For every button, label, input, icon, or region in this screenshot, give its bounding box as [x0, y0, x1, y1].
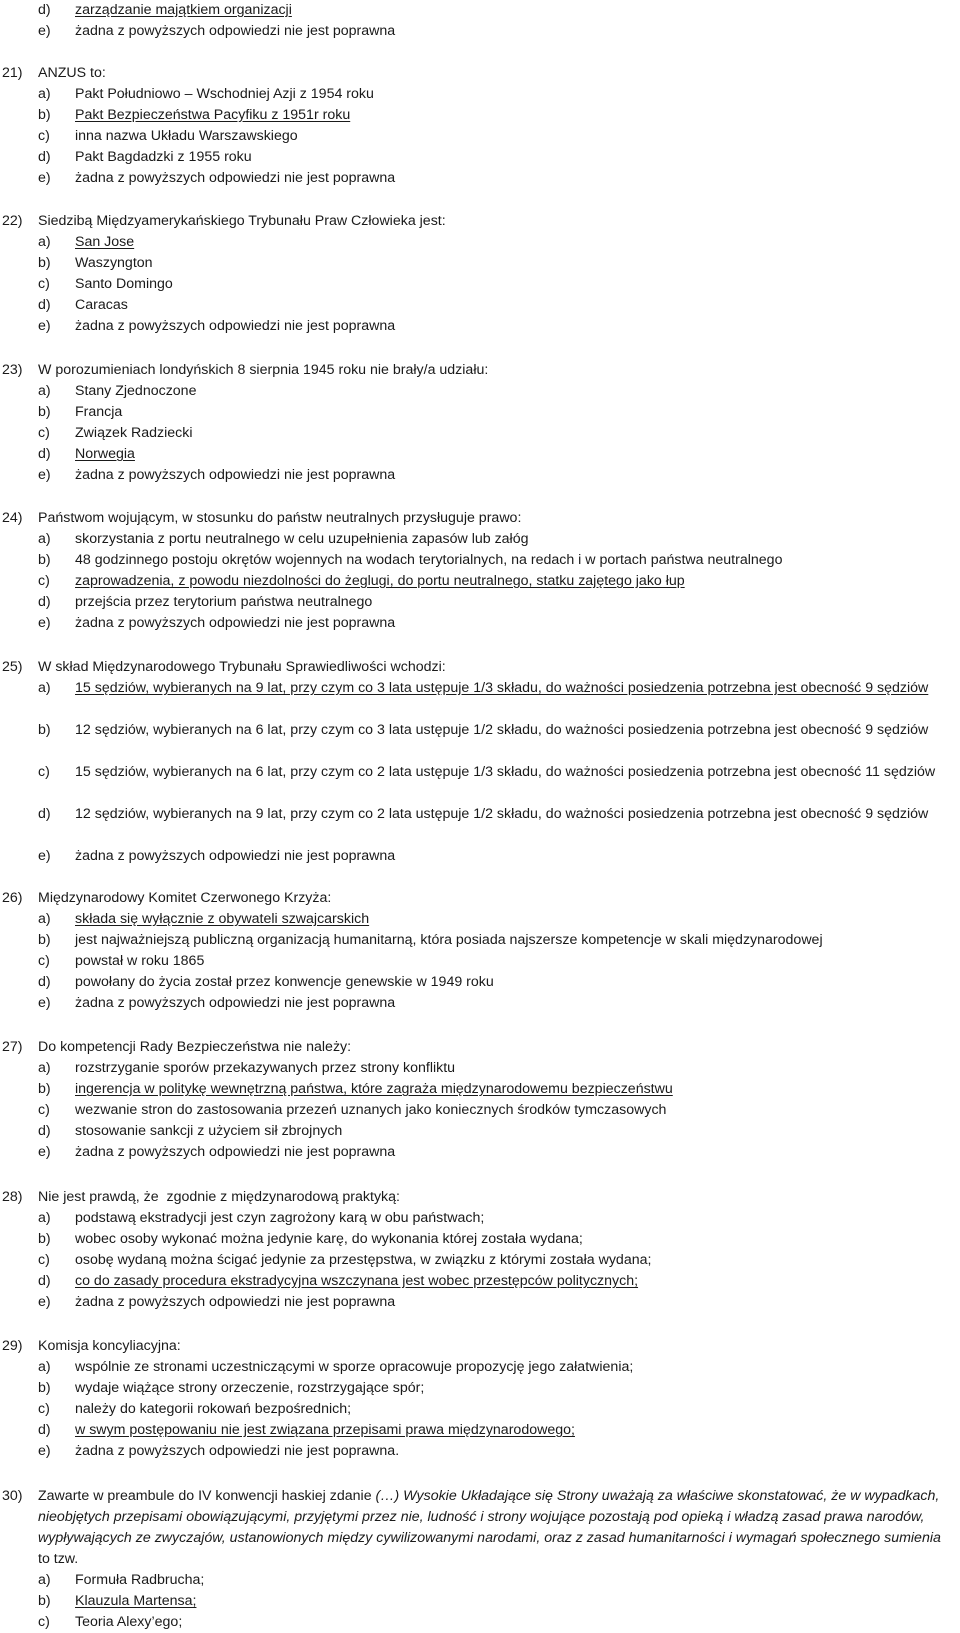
- option-text: Caracas: [75, 297, 128, 313]
- option-letter: c): [38, 1401, 50, 1417]
- question-number: 24): [2, 510, 23, 526]
- question-text: W porozumieniach londyńskich 8 sierpnia 1945 roku nie brały/a udziału:: [38, 362, 489, 378]
- option-letter: d): [38, 2, 51, 18]
- option-text: wezwanie stron do zastosowania przezeń uznanych jako koniecznych środków tymczasowych: [75, 1102, 667, 1118]
- option-letter: c): [38, 425, 50, 441]
- option-text: rozstrzyganie sporów przekazywanych przez strony konfliktu: [75, 1060, 456, 1076]
- option-text: należy do kategorii rokowań bezpośrednich;: [75, 1401, 352, 1417]
- option-text: Santo Domingo: [75, 276, 173, 292]
- option-text: wspólnie ze stronami uczestniczącymi w sporze opracowuje propozycję jego załatwienia;: [75, 1359, 634, 1375]
- option-text: Formuła Radbrucha;: [75, 1572, 205, 1588]
- option-text: powstał w roku 1865: [75, 953, 205, 969]
- question-number: 29): [2, 1338, 23, 1354]
- option-text: żadna z powyższych odpowiedzi nie jest poprawna.: [75, 1443, 400, 1459]
- option-letter: e): [38, 848, 51, 864]
- option-letter: a): [38, 531, 51, 547]
- question-text: Międzynarodowy Komitet Czerwonego Krzyża:: [38, 890, 332, 906]
- option-letter: a): [38, 86, 51, 102]
- option-letter: c): [38, 276, 50, 292]
- option-text: wydaje wiążące strony orzeczenie, rozstrzygające spór;: [75, 1380, 425, 1396]
- option-text: Stany Zjednoczone: [75, 383, 197, 399]
- option-letter: a): [38, 1060, 51, 1076]
- option-text: żadna z powyższych odpowiedzi nie jest poprawna: [75, 467, 396, 483]
- question-text: Siedzibą Międzyamerykańskiego Trybunału Praw Człowieka jest:: [38, 213, 446, 229]
- option-text: co do zasady procedura ekstradycyjna wszczynana jest wobec przestępców politycznych;: [75, 1273, 639, 1289]
- option-text: żadna z powyższych odpowiedzi nie jest poprawna: [75, 848, 396, 864]
- option-text: wobec osoby wykonać można jedynie karę, do wykonania której została wydana;: [75, 1231, 583, 1247]
- option-letter: b): [38, 107, 51, 123]
- question-number: 27): [2, 1039, 23, 1055]
- option-text: składa się wyłącznie z obywateli szwajcarskich: [75, 911, 370, 927]
- option-text: żadna z powyższych odpowiedzi nie jest poprawna: [75, 170, 396, 186]
- option-text: 15 sędziów, wybieranych na 9 lat, przy czym co 3 lata ustępuje 1/3 składu, do ważności posiedzenia potrzebna jest obecność 9 sędziów: [75, 680, 929, 696]
- question-text: W skład Międzynarodowego Trybunału Sprawiedliwości wchodzi:: [38, 659, 446, 675]
- option-text: w swym postępowaniu nie jest związana przepisami prawa międzynarodowego;: [75, 1422, 575, 1438]
- question-text: Komisja koncyliacyjna:: [38, 1338, 181, 1354]
- option-text: osobę wydaną można ścigać jedynie za przestępstwa, w związku z którymi została wydana;: [75, 1252, 652, 1268]
- option-text: Teoria Alexy’ego;: [75, 1614, 183, 1630]
- option-letter: b): [38, 1593, 51, 1609]
- question-text: [38, 1486, 948, 1570]
- option-letter: c): [38, 764, 50, 780]
- option-letter: b): [38, 932, 51, 948]
- option-text: San Jose: [75, 234, 135, 250]
- option-text: żadna z powyższych odpowiedzi nie jest poprawna: [75, 995, 396, 1011]
- option-text: powołany do życia został przez konwencje genewskie w 1949 roku: [75, 974, 494, 990]
- option-text: stosowanie sankcji z użyciem sił zbrojnych: [75, 1123, 343, 1139]
- option-letter: a): [38, 1359, 51, 1375]
- option-letter: a): [38, 234, 51, 250]
- option-text: przejścia przez terytorium państwa neutralnego: [75, 594, 373, 610]
- option-text: Związek Radziecki: [75, 425, 193, 441]
- option-text: Francja: [75, 404, 123, 420]
- question-number: 23): [2, 362, 23, 378]
- option-letter: d): [38, 297, 51, 313]
- option-letter: b): [38, 1231, 51, 1247]
- option-letter: c): [38, 1102, 50, 1118]
- option-text: jest najważniejszą publiczną organizacją humanitarną, która posiada najszersze kompetencje w skali międzynarodowej: [75, 932, 823, 948]
- option-text: podstawą ekstradycji jest czyn zagrożony karą w obu państwach;: [75, 1210, 485, 1226]
- option-text: żadna z powyższych odpowiedzi nie jest poprawna: [75, 1294, 396, 1310]
- option-text: żadna z powyższych odpowiedzi nie jest poprawna: [75, 23, 396, 39]
- option-letter: d): [38, 806, 51, 822]
- question-text-tail: to tzw.: [38, 1530, 945, 1567]
- option-text: żadna z powyższych odpowiedzi nie jest poprawna: [75, 1144, 396, 1160]
- option-text: Pakt Południowo – Wschodniej Azji z 1954 roku: [75, 86, 374, 102]
- option-letter: e): [38, 170, 51, 186]
- option-letter: a): [38, 1572, 51, 1588]
- option-text: Klauzula Martensa;: [75, 1593, 197, 1609]
- option-letter: e): [38, 615, 51, 631]
- option-text: Norwegia: [75, 446, 135, 462]
- option-text: ingerencja w politykę wewnętrzną państwa, które zagraża międzynarodowemu bezpieczeństwu: [75, 1081, 673, 1097]
- option-letter: b): [38, 404, 51, 420]
- option-letter: e): [38, 995, 51, 1011]
- option-letter: d): [38, 1273, 51, 1289]
- option-text: Pakt Bezpieczeństwa Pacyfiku z 1951r roku: [75, 107, 351, 123]
- question-text: Nie jest prawdą, że zgodnie z międzynarodową praktyką:: [38, 1189, 400, 1205]
- option-letter: b): [38, 552, 51, 568]
- option-letter: d): [38, 594, 51, 610]
- option-letter: e): [38, 1443, 51, 1459]
- option-text: żadna z powyższych odpowiedzi nie jest poprawna: [75, 615, 396, 631]
- option-letter: e): [38, 23, 51, 39]
- option-text: żadna z powyższych odpowiedzi nie jest poprawna: [75, 318, 396, 334]
- option-text: Waszyngton: [75, 255, 153, 271]
- option-letter: c): [38, 1614, 50, 1630]
- option-letter: b): [38, 722, 51, 738]
- question-number: 21): [2, 65, 23, 81]
- option-letter: c): [38, 128, 50, 144]
- option-letter: a): [38, 1210, 51, 1226]
- question-text: ANZUS to:: [38, 65, 106, 81]
- option-letter: b): [38, 1081, 51, 1097]
- option-letter: c): [38, 573, 50, 589]
- question-number: 25): [2, 659, 23, 675]
- option-letter: c): [38, 1252, 50, 1268]
- option-text: Pakt Bagdadzki z 1955 roku: [75, 149, 252, 165]
- option-text: 48 godzinnego postoju okrętów wojennych na wodach terytorialnych, na redach i w portach państwa neutralnego: [75, 552, 783, 568]
- quoted-preamble: (…) Wysokie Układające się Strony uważają za właściwe skonstatować, że w wypadkach, nieobjętych przepisami obowiązującymi, przyjętymi przez nie, ludność i strony wojujące pozostają pod opieką i władzą zasad prawa narodów, wypływających ze zwyczajów, ustanowionych między cywilizowanymi narodami, oraz z zasad humanitarności i wymagań społecznego sumienia: [38, 1488, 941, 1546]
- option-text: 12 sędziów, wybieranych na 9 lat, przy czym co 2 lata ustępuje 1/2 składu, do ważności posiedzenia potrzebna jest obecność 9 sędziów: [75, 806, 929, 822]
- question-number: 26): [2, 890, 23, 906]
- option-letter: d): [38, 149, 51, 165]
- question-number: 28): [2, 1189, 23, 1205]
- question-text: Do kompetencji Rady Bezpieczeństwa nie należy:: [38, 1039, 352, 1055]
- option-letter: b): [38, 1380, 51, 1396]
- question-text-lead: Zawarte w preambule do IV konwencji haskiej zdanie: [38, 1488, 376, 1504]
- option-letter: a): [38, 911, 51, 927]
- option-letter: c): [38, 953, 50, 969]
- question-number: 22): [2, 213, 23, 229]
- option-letter: d): [38, 1123, 51, 1139]
- option-letter: a): [38, 680, 51, 696]
- question-text: Państwom wojującym, w stosunku do państw neutralnych przysługuje prawo:: [38, 510, 522, 526]
- question-number: 30): [2, 1488, 23, 1504]
- option-letter: d): [38, 1422, 51, 1438]
- option-text: inna nazwa Układu Warszawskiego: [75, 128, 298, 144]
- option-letter: e): [38, 1294, 51, 1310]
- option-letter: b): [38, 255, 51, 271]
- option-letter: d): [38, 446, 51, 462]
- option-letter: a): [38, 383, 51, 399]
- option-letter: d): [38, 974, 51, 990]
- option-text: 15 sędziów, wybieranych na 6 lat, przy czym co 2 lata ustępuje 1/3 składu, do ważności posiedzenia potrzebna jest obecność 11 sędziów: [75, 764, 936, 780]
- option-text: zarządzanie majątkiem organizacji: [75, 2, 292, 18]
- option-text: zaprowadzenia, z powodu niezdolności do żeglugi, do portu neutralnego, statku zajętego jako łup: [75, 573, 685, 589]
- option-letter: e): [38, 467, 51, 483]
- option-text: skorzystania z portu neutralnego w celu uzupełnienia zapasów lub załóg: [75, 531, 529, 547]
- option-letter: e): [38, 1144, 51, 1160]
- option-text: 12 sędziów, wybieranych na 6 lat, przy czym co 3 lata ustępuje 1/2 składu, do ważności posiedzenia potrzebna jest obecność 9 sędziów: [75, 722, 929, 738]
- option-letter: e): [38, 318, 51, 334]
